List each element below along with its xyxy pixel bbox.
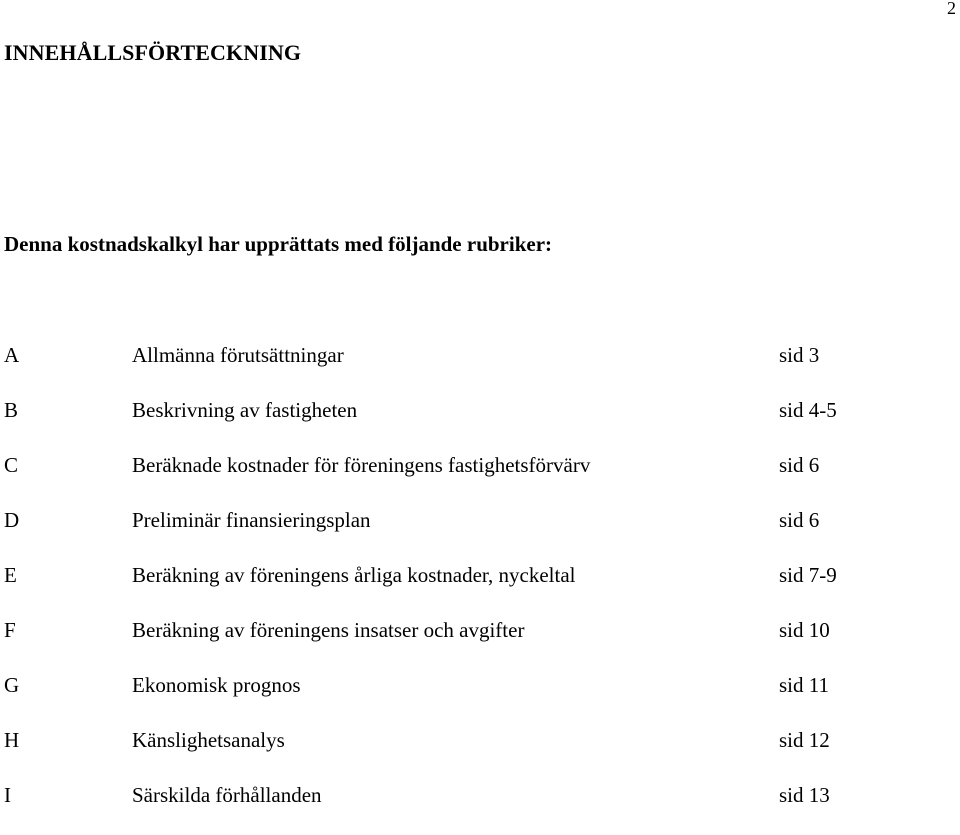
- toc-page-ref: sid 4-5: [779, 398, 837, 422]
- toc-letter: C: [4, 453, 19, 477]
- toc-label: Beräknade kostnader för föreningens fastighetsförvärv: [132, 453, 591, 477]
- intro-heading: Denna kostnadskalkyl har upprättats med följande rubriker:: [4, 232, 553, 256]
- toc-entry-d: [0, 505, 960, 560]
- toc-label: Allmänna förutsättningar: [132, 343, 344, 367]
- toc-label: Känslighetsanalys: [132, 728, 285, 752]
- toc-page-ref: sid 6: [779, 508, 820, 532]
- toc-label: Beräkning av föreningens insatser och avgifter: [132, 618, 525, 642]
- toc-entry-e: [0, 560, 960, 615]
- toc-entry-c: [0, 450, 960, 505]
- toc-page-ref: sid 3: [779, 343, 820, 367]
- toc-page-ref: sid 11: [779, 673, 829, 697]
- toc-letter: F: [4, 618, 16, 642]
- toc-letter: H: [4, 728, 20, 752]
- toc-page-ref: sid 10: [779, 618, 830, 642]
- toc-letter: E: [4, 563, 17, 587]
- page-title: INNEHÅLLSFÖRTECKNING: [4, 40, 302, 65]
- toc-label: Ekonomisk prognos: [132, 673, 301, 697]
- toc-label: Beskrivning av fastigheten: [132, 398, 358, 422]
- toc-page-ref: sid 7-9: [779, 563, 837, 587]
- toc-letter: B: [4, 398, 19, 422]
- toc-entry-a: [0, 340, 960, 395]
- toc-letter: D: [4, 508, 20, 532]
- toc-entry-h: [0, 725, 960, 780]
- toc-entry-f: [0, 615, 960, 670]
- toc-page-ref: sid 12: [779, 728, 830, 752]
- toc-label: Särskilda förhållanden: [132, 783, 322, 807]
- table-of-contents: [0, 340, 960, 835]
- toc-entry-i: [0, 780, 960, 835]
- toc-entry-b: [0, 395, 960, 450]
- toc-label: Preliminär finansieringsplan: [132, 508, 371, 532]
- toc-letter: G: [4, 673, 20, 697]
- toc-page-ref: sid 13: [779, 783, 830, 807]
- toc-page-ref: sid 6: [779, 453, 820, 477]
- toc-letter: A: [4, 343, 20, 367]
- page-number: 2: [947, 0, 956, 18]
- toc-entry-g: [0, 670, 960, 725]
- toc-label: Beräkning av föreningens årliga kostnader, nyckeltal: [132, 563, 576, 587]
- toc-letter: I: [4, 783, 11, 807]
